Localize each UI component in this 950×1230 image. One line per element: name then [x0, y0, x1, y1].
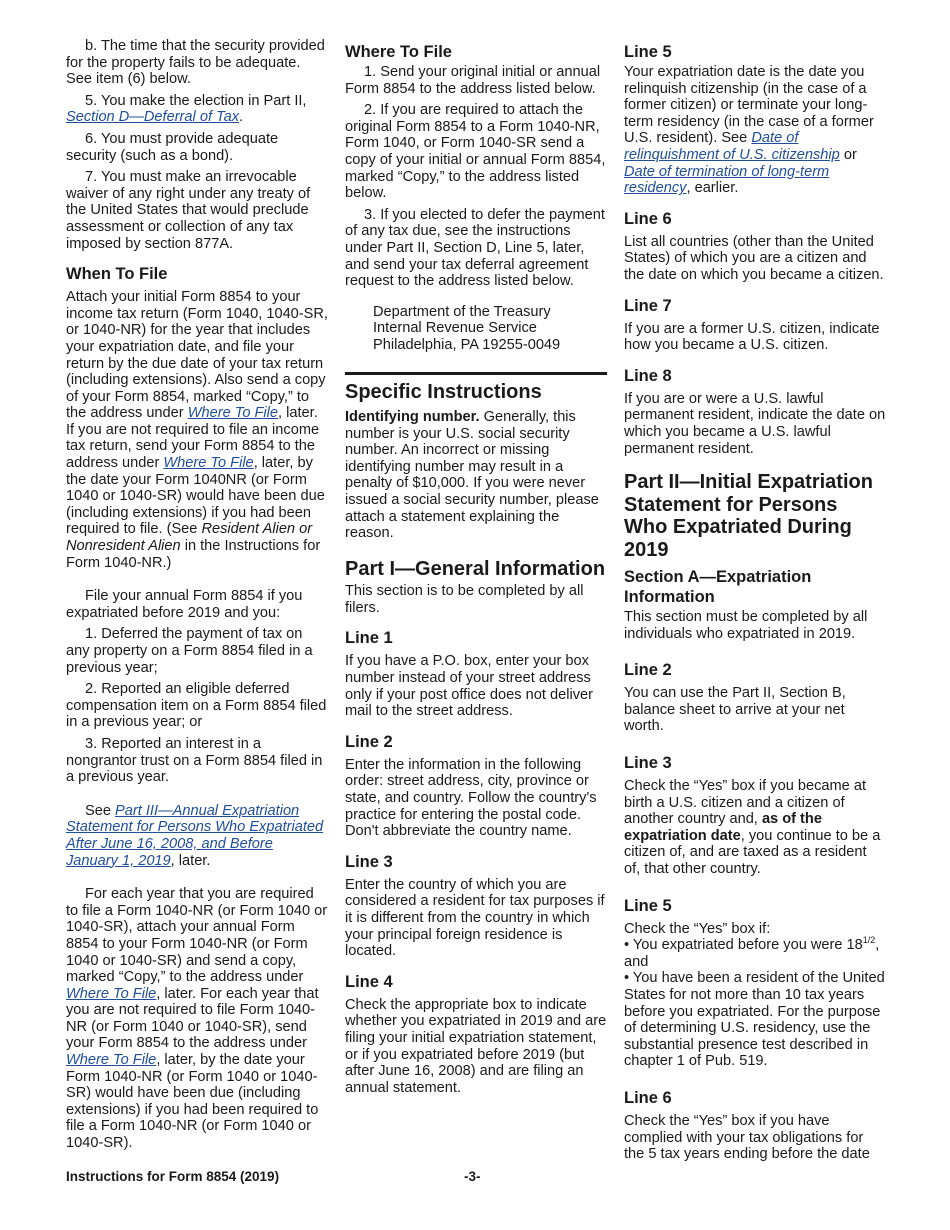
bullet-residency: • You have been a resident of the United States for not more than 10 tax years before you expatriated. For the purpose of determining U.S. residency, use the substantial presence test described in chapter 1 of Pub. 519. [624, 970, 885, 1070]
paragraph-see-part-iii [66, 803, 328, 869]
paragraph-each-year [66, 886, 328, 1152]
link-where-to-file-2[interactable]: Where To File [163, 455, 254, 472]
heading-line-4: Line 4 [345, 972, 393, 991]
identifying-number-label: Identifying number. [345, 409, 480, 425]
see-later: , later. [170, 852, 211, 869]
heading-where-to-file: Where To File [345, 43, 452, 61]
where-item-1: 1. Send your original initial or annual Form 8854 to the address listed below. [345, 64, 601, 97]
link-part-iii[interactable]: Part III—Annual Expatriation Statement for Persons Who Expatriated After June 16, 2008, and Before January 1, 2019 [66, 802, 324, 869]
line-3-text: Enter the country of which you are considered a resident for tax purposes if it is different from the country in which your principal foreign residence is located. [345, 876, 605, 960]
link-date-termination[interactable]: Date of termination of long-term residency [624, 163, 830, 197]
link-where-to-file-4[interactable]: Where To File [66, 1052, 157, 1069]
heading-line-7: Line 7 [624, 296, 672, 315]
list-item-annual-3: 3. Reported an interest in a nongrantor trust on a Form 8854 filed in a previous year. [66, 735, 323, 786]
each-text-b: , later. For each year that you are not required to file Form 1040-NR (or Form 1040 or 1040-SR), send your Form 8854 to the address under [66, 985, 319, 1052]
page-number: -3- [464, 1169, 481, 1184]
link-where-to-file-3[interactable]: Where To File [66, 985, 157, 1002]
column-1 [66, 38, 328, 1152]
line-7-text: If you are a former U.S. citizen, indicate how you became a U.S. citizen. [624, 320, 880, 354]
line-5-text-a: Your expatriation date is the date you relinquish citizenship (in the case of a former citizen) or terminate your long-term residency (in the case of a former U.S. resident). See [624, 64, 874, 147]
link-where-to-file-1[interactable]: Where To File [187, 405, 279, 422]
footer-form-title: Instructions for Form 8854 (2019) [66, 1169, 280, 1184]
paragraph-identifying-number [345, 409, 607, 542]
heading-part-ii-line-2: Line 2 [624, 661, 672, 680]
line-1-text: If you have a P.O. box, enter your box number instead of your street address only if your post office does not deliver mail to the street address. [345, 653, 593, 720]
paragraph-item-7: 7. You must make an irrevocable waiver of any right under any treaty of the United States that would preclude assessment or collection of any tax imposed by section 877A. [66, 169, 311, 252]
address-line-3: Philadelphia, PA 19255-0049 [373, 336, 561, 353]
heading-part-ii: Part II—Initial Expatriation Statement for Persons Who Expatriated During 2019 [624, 471, 873, 561]
heading-part-ii-line-5: Line 5 [624, 896, 672, 915]
when-text-a: Attach your initial Form 8854 to your income tax return (Form 1040, 1040-SR, or 1040-NR) for the year that includes your expatriation date, and file your return by the due date of your tax return (including extensions). Also send a copy of your Form 8854, marked “Copy,” to the address under [66, 289, 328, 422]
part-ii-line-5-text: Check the “Yes” box if: [624, 920, 771, 937]
fraction-half: 1/2 [862, 935, 876, 946]
heading-line-3: Line 3 [345, 852, 393, 871]
heading-part-ii-line-3: Line 3 [624, 754, 672, 773]
line-5-text [624, 64, 886, 197]
paragraph-item-6: 6. You must provide adequate security (such as a bond). [66, 130, 279, 164]
line-4-text: Check the appropriate box to indicate whether you expatriated in 2019 and are filing your initial expatriation statement, or if you expatriated before 2019 (but after June 16, 2008) and are filing an annual statement. [345, 996, 607, 1096]
link-date-relinquishment[interactable]: Date of relinquishment of U.S. citizenship [624, 130, 840, 163]
line-3-text-b: , you continue to be a citizen of, and are taxed as a resident of, that other country. [624, 827, 881, 878]
line-6-text: List all countries (other than the United States) of which you are a citizen and the date on which you became a citizen. [624, 233, 884, 283]
when-text-d: in the Instructions for Form 1040-NR.) [66, 538, 321, 571]
bullet-age-and: , and [624, 937, 880, 970]
line-2-text: Enter the information in the following order: street address, city, province or state, and country. Follow the country's practice for entering the postal code. Don't abbreviate the country name. [345, 756, 597, 840]
see-text: See [85, 802, 111, 819]
part-i-text: This section is to be completed by all filers. [345, 583, 584, 616]
part-ii-line-2-text: You can use the Part II, Section B, balance sheet to arrive at your net worth. [624, 685, 846, 735]
mailing-address [373, 304, 607, 354]
list-item-annual-1: 1. Deferred the payment of tax on any property on a Form 8854 filed in a previous year; [66, 626, 313, 676]
identifying-number-text: Generally, this number is your U.S. social security number. An incorrect or missing identifying number may result in a penalty of $10,000. If you were never issued a social security number, please attach a statement explaining the reason. [345, 409, 599, 542]
heading-section-a: Section A—Expatriation Information [624, 568, 812, 607]
line-3-bold: as of the expatriation date [624, 811, 822, 844]
heading-line-8: Line 8 [624, 366, 672, 385]
line-3-text-a: Check the “Yes” box if you became at birth a U.S. citizen and a citizen of another country and, [624, 778, 867, 828]
heading-specific-instructions: Specific Instructions [345, 380, 542, 403]
line-5-or: or [843, 146, 857, 163]
when-text-c: , later, by the date your Form 1040NR (or Form 1040 or 1040-SR) would have been due (including extensions) if you had been required to file. (See [66, 455, 325, 538]
heading-line-6: Line 6 [624, 209, 672, 228]
heading-when-to-file: When To File [66, 265, 168, 284]
part-ii-line-6-text: Check the “Yes” box if you have complied with your tax obligations for the 5 tax years ending before the date [624, 1112, 870, 1163]
each-text-c: , later, by the date your Form 1040-NR (or Form 1040 or 1040-SR) would have been due (including extensions) if you had been required to file a Form 1040-NR (or Form 1040 or 1040-SR). [66, 1052, 319, 1152]
list-item-annual-2: 2. Reported an eligible deferred compensation item on a Form 8854 filed in a previous year; or [66, 681, 327, 731]
where-item-3: 3. If you elected to defer the payment of any tax due, see the instructions under Part II, Section D, Line 5, later, and send your tax deferral agreement request to the address listed below. [345, 206, 605, 290]
heading-part-ii-line-6: Line 6 [624, 1088, 672, 1107]
where-item-2: 2. If you are required to attach the original Form 8854 to a Form 1040-NR, Form 1040, or Form 1040-SR send a copy of your initial or annual Form 8854, marked “Copy,” to the address listed below. [345, 102, 606, 202]
heading-line-2: Line 2 [345, 732, 393, 751]
resident-alien-reference: Resident Alien or Nonresident Alien [66, 521, 313, 555]
heading-line-5: Line 5 [624, 43, 672, 61]
part-ii-line-3-text [624, 778, 886, 878]
line-5-earlier: , earlier. [686, 180, 739, 197]
each-text-a: For each year that you are required to file a Form 1040-NR (or Form 1040 or 1040-SR), attach your annual Form 8854 to your Form 1040-NR (or Form 1040 or 1040-SR) and send a copy, marked “Copy,” to the address under [66, 886, 328, 986]
column-2 [345, 38, 607, 1096]
heading-part-i: Part I—General Information [345, 557, 606, 580]
item-5-period: . [239, 109, 244, 126]
address-line-2: Internal Revenue Service [373, 320, 537, 337]
when-text-b: , later. If you are not required to file an income tax return, send your Form 8854 to the address under [66, 405, 320, 472]
paragraph-item-5 [66, 93, 328, 126]
paragraph-b: b. The time that the security provided for the property fails to be adequate. See item (6) below. [66, 38, 325, 88]
line-8-text: If you are or were a U.S. lawful permanent resident, indicate the date on which you became a U.S. lawful permanent resident. [624, 390, 886, 457]
heading-line-1: Line 1 [345, 629, 393, 648]
section-divider [345, 372, 607, 379]
item-5-text: 5. You make the election in Part II, [85, 92, 307, 109]
address-line-1: Department of the Treasury [373, 303, 551, 320]
paragraph-annual-file: File your annual Form 8854 if you expatriated before 2019 and you: [66, 588, 303, 621]
section-a-text: This section must be completed by all individuals who expatriated in 2019. [624, 609, 868, 642]
bullet-age-text: • You expatriated before you were 18 [624, 937, 863, 954]
column-3 [624, 38, 886, 1163]
paragraph-when-to-file [66, 289, 328, 571]
link-section-d-deferral[interactable]: Section D—Deferral of Tax [66, 109, 240, 126]
bullet-age [624, 937, 886, 970]
